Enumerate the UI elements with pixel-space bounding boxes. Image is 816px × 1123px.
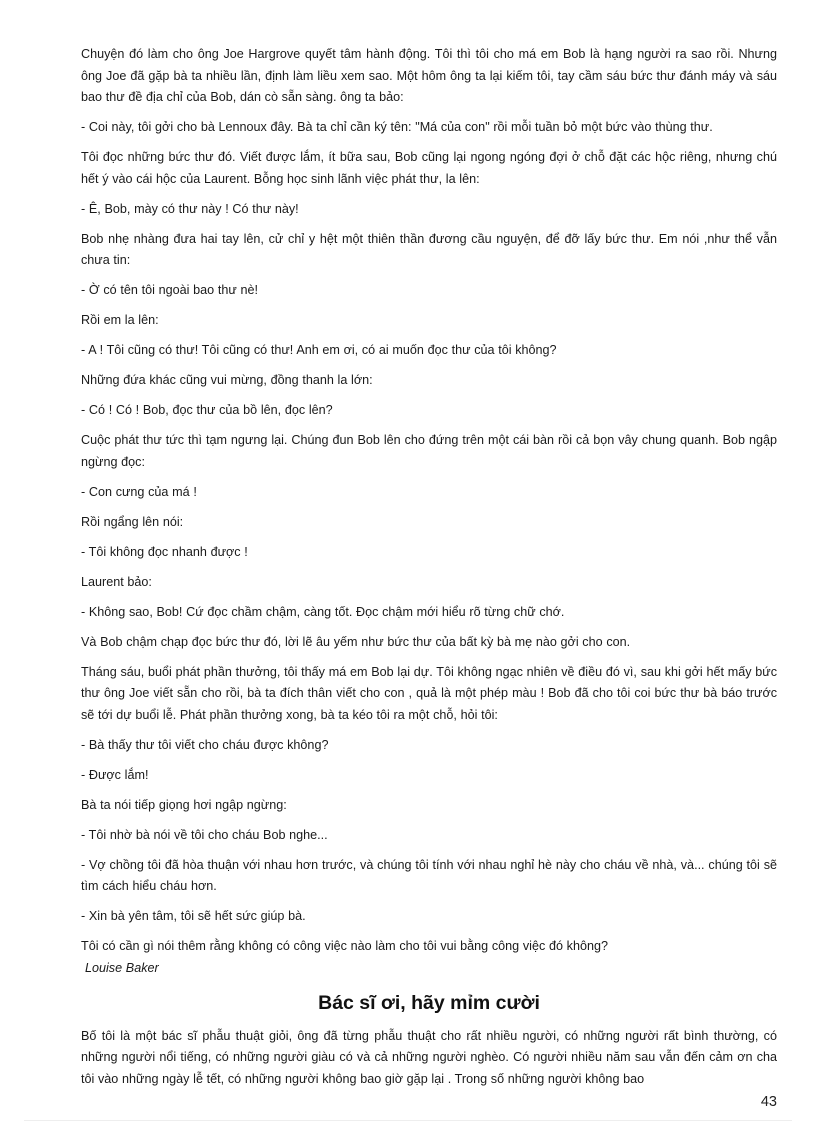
story-paragraph: Và Bob chậm chạp đọc bức thư đó, lời lẽ âu yếm như bức thư của bất kỳ bà mẹ nào gởi cho con. <box>81 634 631 649</box>
author-signature: Louise Baker <box>85 960 159 975</box>
story-paragraph: Rồi ngẩng lên nói: <box>81 514 184 529</box>
bottom-divider <box>24 1120 792 1121</box>
story-paragraph: Laurent bảo: <box>81 574 152 589</box>
story-paragraph: - Ê, Bob, mày có thư này ! Có thư này! <box>81 201 299 216</box>
story-paragraph: - Ờ có tên tôi ngoài bao thư nè! <box>81 283 258 297</box>
section-title: Bác sĩ ơi, hãy mỉm cười <box>318 991 540 1014</box>
story-paragraph: Bà ta nói tiếp giọng hơi ngập ngừng: <box>81 797 287 812</box>
page-content <box>81 44 777 1099</box>
story-paragraph: Bob nhẹ nhàng đưa hai tay lên, cử chỉ y hệt một thiên thần đương cầu nguyện, để đỡ lấy bức thư. Em nói ,như thể vẫn chưa tin: <box>81 231 777 267</box>
story-paragraph: Rồi em la lên: <box>81 313 159 327</box>
story-paragraph: - Xin bà yên tâm, tôi sẽ hết sức giúp bà. <box>81 909 306 923</box>
story-body <box>81 44 777 928</box>
story-paragraph: - Bà thấy thư tôi viết cho cháu được không? <box>81 737 329 752</box>
story-paragraph: Tháng sáu, buổi phát phần thưởng, tôi thấy má em Bob lại dự. Tôi không ngạc nhiên về điều đó vì, sau khi gởi hết mấy bức thư ông Joe viết sẵn cho rồi, bà ta đích thân viết cho con , quả là một phép màu ! Bob đã cho tôi coi bức thư bà báo trước sẽ tới dự buổi lễ. Phát phần thưởng xong, bà ta kéo tôi ra một chỗ, hỏi tôi: <box>81 664 777 722</box>
story-paragraph: - Con cưng của má ! <box>81 484 197 499</box>
story-paragraph: - Được lắm! <box>81 767 149 782</box>
story-paragraph: Chuyện đó làm cho ông Joe Hargrove quyết tâm hành động. Tôi thì tôi cho má em Bob là hạng người ra sao rồi. Nhưng ông Joe đã gặp bà ta nhiều lần, định làm liều xem sao. Một hôm ông ta lại kiếm tôi, tay cầm sáu bức thư đánh máy và sáu bao thư đề địa chỉ của Bob, dán cò sẵn sàng. ông ta bảo: <box>81 47 777 104</box>
story-paragraph: - A ! Tôi cũng có thư! Tôi cũng có thư! Anh em ơi, có ai muốn đọc thư của tôi không? <box>81 343 557 357</box>
page-number: 43 <box>760 1094 777 1110</box>
story-paragraph: - Tôi nhờ bà nói về tôi cho cháu Bob nghe... <box>81 827 328 842</box>
story-paragraph: - Có ! Có ! Bob, đọc thư của bồ lên, đọc lên? <box>81 403 333 417</box>
story-paragraph: - Vợ chồng tôi đã hòa thuận với nhau hơn trước, và chúng tôi tính với nhau nghỉ hè này cho cháu về nhà, và... chúng tôi sẽ tìm cách hiểu cháu hơn. <box>81 857 777 893</box>
closing-text: Tôi có cần gì nói thêm rằng không có công việc nào làm cho tôi vui bằng công việc đó không? <box>81 939 608 953</box>
story-paragraph: - Không sao, Bob! Cứ đọc chầm chậm, càng tốt. Đọc chậm mới hiểu rõ từng chữ chớ. <box>81 604 565 619</box>
story-paragraph: Những đứa khác cũng vui mừng, đồng thanh la lớn: <box>81 373 373 387</box>
story-paragraph: - Tôi không đọc nhanh được ! <box>81 544 248 559</box>
story-paragraph: - Coi này, tôi gởi cho bà Lennoux đây. Bà ta chỉ cần ký tên: "Má của con" rồi mỗi tuần bỏ một bức vào thùng thư. <box>81 120 713 134</box>
story-paragraph: Cuộc phát thư tức thì tạm ngưng lại. Chúng đun Bob lên cho đứng trên một cái bàn rồi cả bọn vây chung quanh. Bob ngập ngừng đọc: <box>81 433 777 469</box>
story-paragraph: Tôi đọc những bức thư đó. Viết được lắm, ít bữa sau, Bob cũng lại ngong ngóng đợi ở chỗ đặt các hộc riêng, nhưng chú hết ý vào cái hộc của Laurent. Bỗng học sinh lãnh việc phát thư, la lên: <box>81 150 777 186</box>
closing-paragraph <box>81 936 777 979</box>
section-paragraph: Bố tôi là một bác sĩ phẫu thuật giỏi, ông đã từng phẫu thuật cho rất nhiều người, có những người rất bình thường, có những người nổi tiếng, có những người giàu có và cả những người nghèo. Có người nhiều năm sau vẫn đến cảm ơn cha tôi vào những ngày lễ tết, có những người không bao giờ gặp lại . Trong số những người không bao <box>81 1028 777 1086</box>
